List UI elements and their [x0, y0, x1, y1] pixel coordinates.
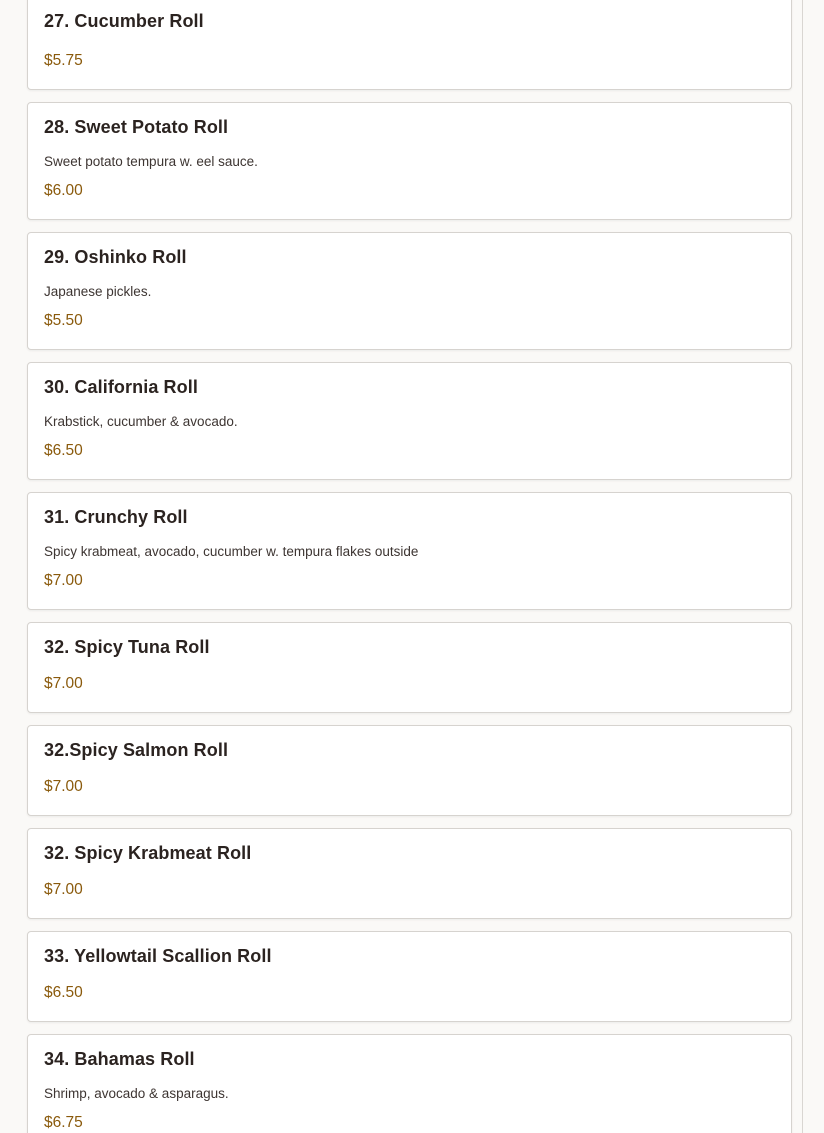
menu-item-card[interactable] — [27, 492, 792, 610]
menu-item-price: $7.00 — [44, 572, 83, 589]
menu-item-name: 34. Bahamas Roll — [44, 1049, 195, 1069]
menu-item-name: 29. Oshinko Roll — [44, 247, 187, 267]
menu-item-price: $5.75 — [44, 52, 83, 69]
menu-item-card[interactable] — [27, 725, 792, 816]
menu-item-card[interactable] — [27, 931, 792, 1022]
menu-item-name: 30. California Roll — [44, 377, 198, 397]
menu-item-price: $6.75 — [44, 1114, 83, 1131]
menu-item-name: 27. Cucumber Roll — [44, 11, 204, 31]
menu-item-description: Sweet potato tempura w. eel sauce. — [44, 154, 258, 169]
menu-item-name: 32. Spicy Krabmeat Roll — [44, 843, 252, 863]
menu-item-card[interactable] — [27, 828, 792, 919]
menu-item-description: Krabstick, cucumber & avocado. — [44, 414, 238, 429]
menu-item-price: $7.00 — [44, 778, 83, 795]
menu-item-card[interactable] — [27, 0, 792, 90]
menu-item-description: Japanese pickles. — [44, 284, 152, 299]
menu-item-card[interactable] — [27, 1034, 792, 1133]
menu-item-price: $7.00 — [44, 675, 83, 692]
menu-item-name: 28. Sweet Potato Roll — [44, 117, 229, 137]
menu-item-price: $7.00 — [44, 881, 83, 898]
menu-item-description: Shrimp, avocado & asparagus. — [44, 1086, 229, 1101]
scroll-edge-divider — [802, 0, 803, 1133]
menu-item-price: $6.50 — [44, 442, 83, 459]
menu-item-name: 32. Spicy Tuna Roll — [44, 637, 210, 657]
menu-item-card[interactable] — [27, 102, 792, 220]
menu-item-card[interactable] — [27, 362, 792, 480]
menu-item-price: $6.50 — [44, 984, 83, 1001]
menu-item-description: Spicy krabmeat, avocado, cucumber w. tempura flakes outside — [44, 544, 419, 559]
menu-item-name: 33. Yellowtail Scallion Roll — [44, 946, 272, 966]
menu-item-card[interactable] — [27, 622, 792, 713]
menu-item-price: $5.50 — [44, 312, 83, 329]
menu-item-name: 31. Crunchy Roll — [44, 507, 188, 527]
menu-item-name: 32.Spicy Salmon Roll — [44, 740, 229, 760]
menu-item-card[interactable] — [27, 232, 792, 350]
menu-item-price: $6.00 — [44, 182, 83, 199]
